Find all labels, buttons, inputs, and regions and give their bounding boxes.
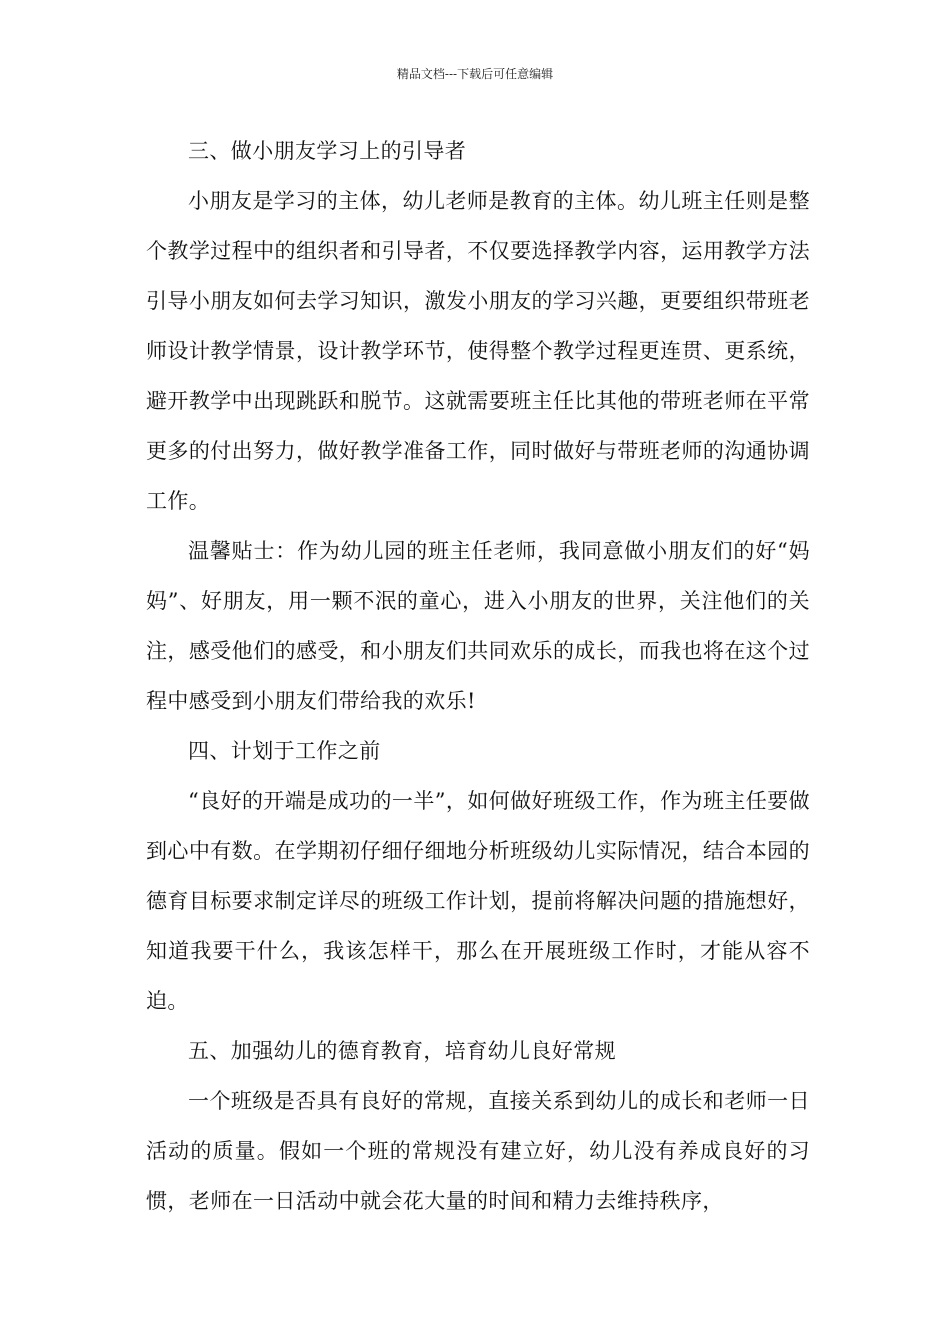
body-paragraph: 一个班级是否具有良好的常规，直接关系到幼儿的成长和老师一日活动的质量。假如一个班的常规没有建立好，幼儿没有养成良好的习惯，老师在一日活动中就会花大量的时间和精力去维持秩序， — [146, 1089, 810, 1213]
section-heading-4: 四、计划于工作之前 — [188, 739, 381, 763]
body-paragraph: 小朋友是学习的主体，幼儿老师是教育的主体。幼儿班主任则是整个教学过程中的组织者和引导者，不仅要选择教学内容，运用教学方法引导小朋友如何去学习知识，激发小朋友的学习兴趣，更要组织带班老师设计教学情景，设计教学环节，使得整个教学过程更连贯、更系统，避开教学中出现跳跃和脱节。这就需要班主任比其他的带班老师在平常更多的付出努力，做好教学准备工作，同时做好与带班老师的沟通协调工作。 — [146, 189, 810, 513]
document-body — [146, 126, 810, 1226]
page-header: 精品文档---下载后可任意编辑 — [396, 67, 554, 81]
section-heading-5: 五、加强幼儿的德育教育，培育幼儿良好常规 — [188, 1039, 616, 1063]
section-heading-3: 三、做小朋友学习上的引导者 — [188, 139, 467, 163]
body-paragraph: “良好的开端是成功的一半”，如何做好班级工作，作为班主任要做到心中有数。在学期初仔细仔细地分析班级幼儿实际情况，结合本园的德育目标要求制定详尽的班级工作计划，提前将解决问题的措施想好，知道我要干什么，我该怎样干，那么在开展班级工作时，才能从容不迫。 — [146, 789, 810, 1013]
tip-paragraph: 温馨贴士：作为幼儿园的班主任老师，我同意做小朋友们的好“妈妈”、好朋友，用一颗不泯的童心，进入小朋友的世界，关注他们的关注，感受他们的感受，和小朋友们共同欢乐的成长，而我也将在这个过程中感受到小朋友们带给我的欢乐! — [146, 539, 810, 713]
